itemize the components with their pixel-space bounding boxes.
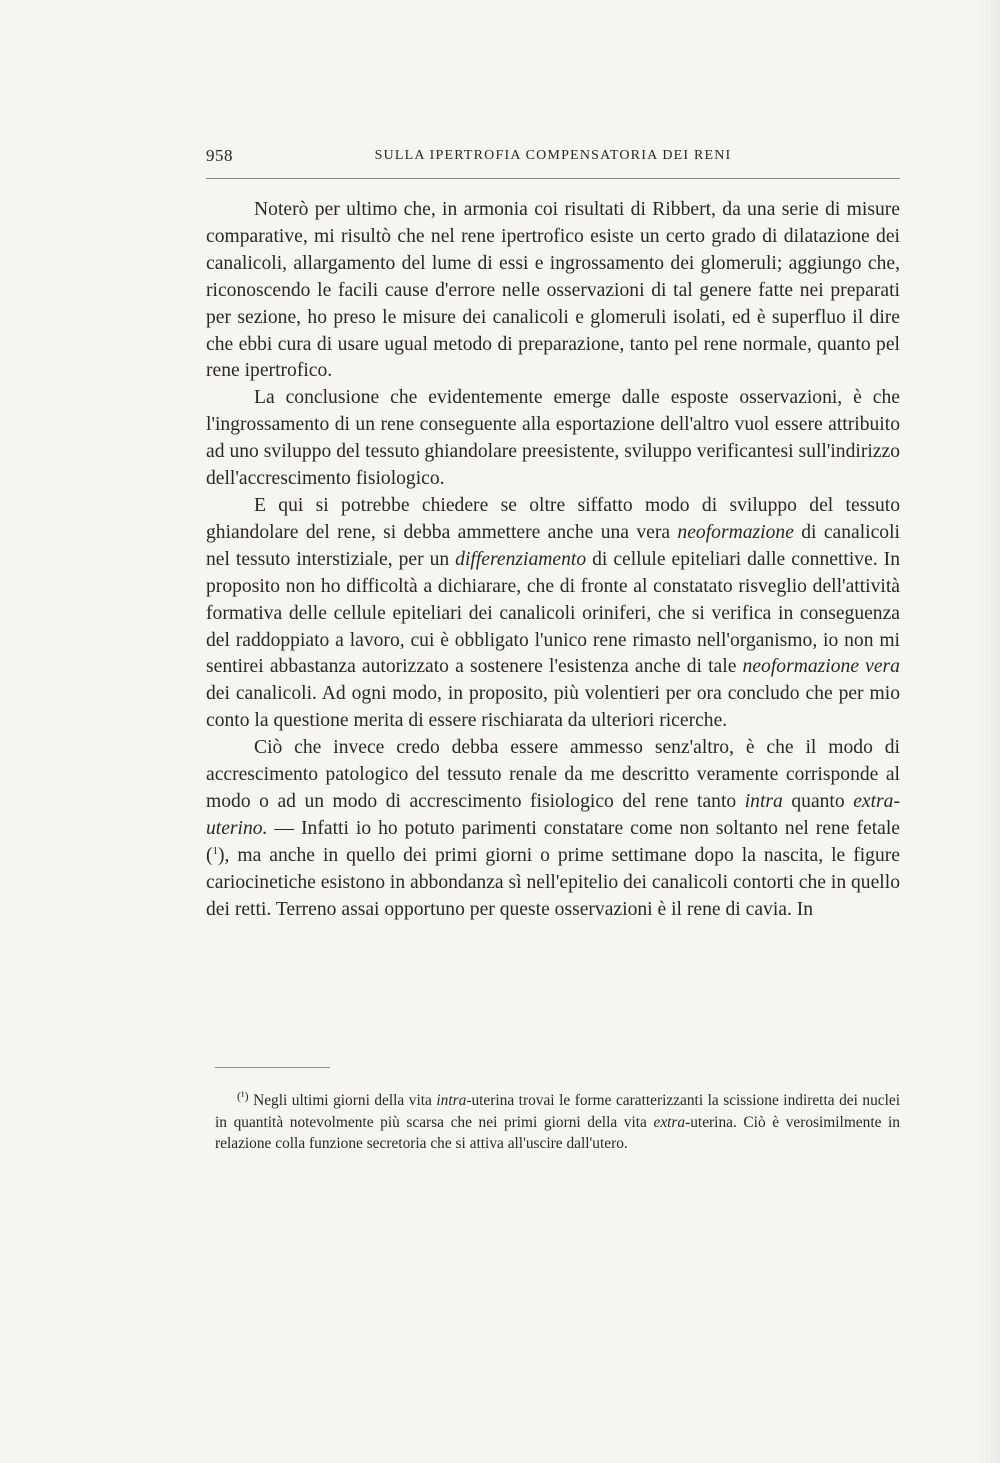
paragraph-4-text-b: quanto	[791, 790, 845, 812]
footnote-text-a: Negli ultimi giorni della vita	[253, 1092, 432, 1109]
italic-neoformazione: neoformazione	[677, 521, 794, 543]
footnote-italic-extra: extra	[653, 1113, 686, 1131]
paragraph-1: Noterò per ultimo che, in armonia coi risultati di Ribbert, da una serie di misure comparative, mi risultò che nel rene ipertrofico esiste un certo grado di dilatazione dei canalicoli, allargamento del lume di essi e ingrossamento dei glomeruli; aggiungo che, riconoscendo le facili cause d'errore nelle osservazioni di tal genere fatte nei preparati per sezione, ho preso le misure dei canalicoli e glomeruli isolati, ed è superfluo il dire che ebbi cura di usare ugual metodo di preparazione, tanto pel rene normale, quanto pel rene ipertrofico.	[206, 199, 900, 382]
paragraph-3-text-c: di cellule epiteliari dalle connettive. In proposito non ho difficoltà a dichiarare, che di fronte al constatato risveglio dell'attività formativa delle cellule epiteliari dei canalicoli oriniferi, che si verifica in conseguenza del raddoppiato a lavoro, cui è obbligato l'unico rene rimasto nell'organismo, io non mi sentirei abbastanza autorizzato a sostenere l'esistenza anche di tale	[206, 548, 900, 678]
running-title: SULLA IPERTROFIA COMPENSATORIA DEI RENI	[374, 148, 732, 163]
page-header	[206, 146, 900, 172]
page-edge-shadow	[976, 0, 1000, 1463]
italic-intra: intra	[744, 790, 783, 812]
paragraph-2: La conclusione che evidentemente emerge dalle esposte osservazioni, è che l'ingrossamento di un rene conseguente alla esportazione dell'altro vuol essere attribuito ad uno sviluppo del tessuto ghiandolare preesistente, sviluppo verificantesi sull'indirizzo dell'accrescimento fisiologico.	[206, 387, 900, 490]
italic-neoformazione-vera: neoformazione vera	[742, 656, 900, 678]
footnote-rule	[215, 1067, 330, 1068]
footnote-text-c: -uterina. Ciò è verosimilmente in relazione colla funzione secretoria che si attiva all'uscire dall'utero.	[215, 1113, 901, 1152]
header-rule	[206, 178, 900, 179]
paragraph-4-text-c: — Infatti io ho potuto parimenti constatare come non soltanto nel rene fetale (	[206, 817, 900, 866]
italic-extra-uterino: extra-uterino.	[206, 790, 900, 839]
page-number: 958	[206, 146, 233, 165]
body-text	[206, 197, 900, 923]
footnote-text-b: -uterina trovai le forme caratterizzanti la scissione indiretta dei nuclei in quantità notevolmente più scarsa che nei primi giorni della vita	[215, 1092, 900, 1131]
paragraph-4	[206, 735, 900, 923]
paragraph-3	[206, 493, 900, 735]
paragraph-4-text-d: ), ma anche in quello dei primi giorni o prime settimane dopo la nascita, le figure cariocinetiche esistono in abbondanza sì nell'epitelio dei canalicoli contorti che in quello dei retti. Terreno assai opportuno per queste osservazioni è il rene di cavia. In	[206, 844, 900, 920]
paragraph-3-text-b: di canalicoli nel tessuto interstiziale, per un	[206, 521, 900, 570]
italic-differenziamento: differenziamento	[455, 548, 587, 570]
footnote-reference[interactable]: 1	[212, 844, 219, 857]
footnote-marker: (¹)	[237, 1089, 249, 1103]
paragraph-3-text-a: E qui si potrebbe chiedere se oltre siffatto modo di sviluppo del tessuto ghiandolare del rene, si debba ammettere anche una vera	[206, 494, 900, 543]
paragraph-4-text-a: Ciò che invece credo debba essere ammesso senz'altro, è che il modo di accrescimento patologico del tessuto renale da me descritto veramente corrisponde al modo o ad un modo di accrescimento fisiologico del rene tanto	[206, 737, 900, 812]
footnote-italic-intra: intra	[436, 1092, 467, 1109]
paragraph-3-text-d: dei canalicoli. Ad ogni modo, in proposito, più volentieri per ora concludo che per mio conto la questione merita di essere rischiarata da ulteriori ricerche.	[206, 683, 900, 732]
footnote	[215, 1086, 900, 1155]
